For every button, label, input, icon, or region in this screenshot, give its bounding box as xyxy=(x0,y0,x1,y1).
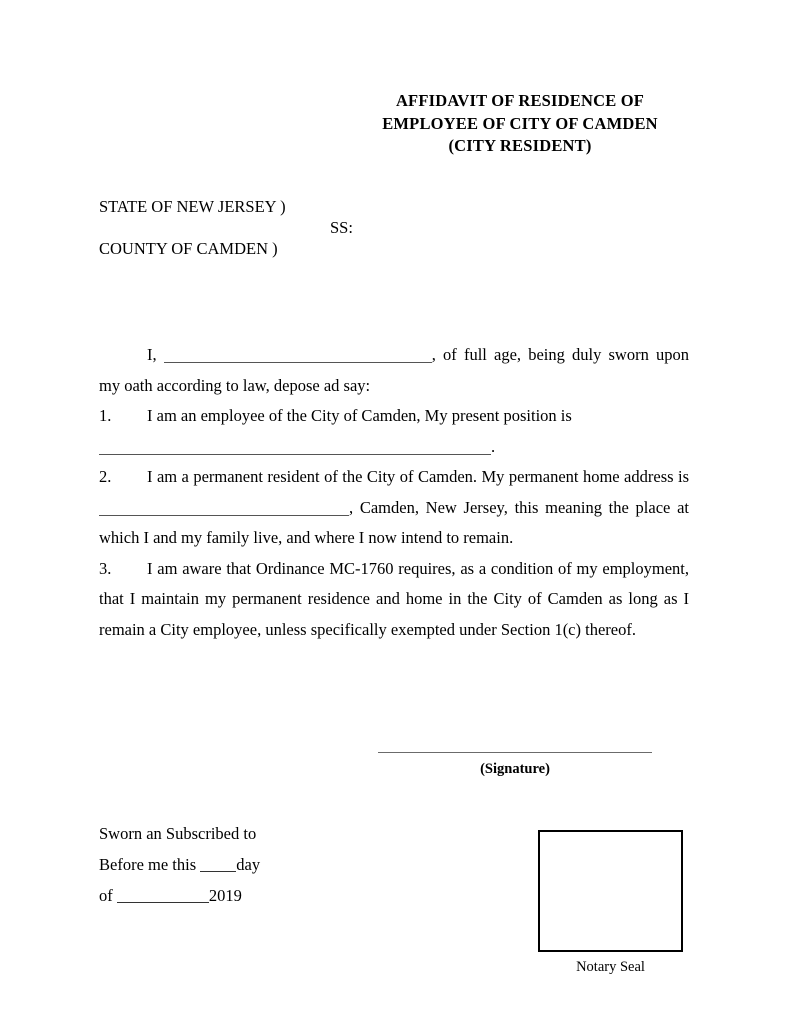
title-line-1: AFFIDAVIT OF RESIDENCE OF xyxy=(395,91,645,110)
sworn-day-blank[interactable] xyxy=(200,857,236,872)
item-3-text: I am aware that Ordinance MC-1760 requires, as a condition of my employment, that I maintain my permanent residence and home in the City of Camden as long as I remain a City employee, unless specifically exempted under Section 1(c) thereof. xyxy=(99,558,689,639)
title-line-2: EMPLOYEE OF CITY OF CAMDEN xyxy=(382,113,658,133)
item-3-paragraph xyxy=(99,554,689,646)
sworn-line-1: Sworn an Subscribed to xyxy=(99,824,257,843)
sworn-line-3-after: 2019 xyxy=(208,886,242,905)
notary-seal-area xyxy=(538,830,683,976)
document-title xyxy=(350,90,690,158)
venue-state: STATE OF NEW JERSEY ) xyxy=(99,197,286,216)
item-1-number: 1. xyxy=(99,406,112,425)
affiant-name-blank[interactable] xyxy=(164,347,432,363)
item-2-paragraph xyxy=(99,462,689,554)
sworn-block xyxy=(99,818,260,911)
venue-rows xyxy=(99,196,499,258)
title-line-3: (CITY RESIDENT) xyxy=(448,136,592,155)
item-2-text-after: , Camden, New Jersey, this meaning the place at which I and my family live, and where I now intend to remain. xyxy=(99,497,689,547)
preamble-lead: I, xyxy=(147,345,157,364)
notary-seal-caption: Notary Seal xyxy=(576,959,645,975)
item-1-trailing: . xyxy=(491,436,496,456)
venue-block xyxy=(99,196,499,258)
item-2-number: 2. xyxy=(99,467,112,486)
item-1-paragraph xyxy=(99,401,689,462)
present-position-blank[interactable] xyxy=(99,439,491,455)
item-1-text: I am an employee of the City of Camden, My present position is xyxy=(147,406,572,425)
item-1-blank-line xyxy=(99,432,689,463)
sworn-month-blank[interactable] xyxy=(117,888,209,903)
venue-county: COUNTY OF CAMDEN ) xyxy=(99,239,278,258)
sworn-line-2-before: Before me this xyxy=(99,855,197,874)
sworn-line-2 xyxy=(99,849,260,880)
signature-block xyxy=(378,752,652,778)
signature-caption: (Signature) xyxy=(480,761,550,777)
preamble-paragraph xyxy=(99,340,689,401)
sworn-line-2-after: day xyxy=(236,855,261,874)
item-2-text-before: I am a permanent resident of the City of Camden. My permanent home address is xyxy=(147,467,689,486)
document-body xyxy=(99,340,689,645)
notary-seal-box[interactable] xyxy=(538,830,683,952)
signature-line[interactable] xyxy=(378,752,652,753)
home-address-blank[interactable] xyxy=(99,500,349,516)
venue-ss: SS: xyxy=(330,218,353,237)
sworn-line-3 xyxy=(99,880,260,911)
sworn-line-3-before: of xyxy=(99,886,113,905)
preamble-after-blank: , of full age, being duly sworn upon my oath according to law, depose ad say: xyxy=(99,345,689,395)
item-3-number: 3. xyxy=(99,558,112,578)
